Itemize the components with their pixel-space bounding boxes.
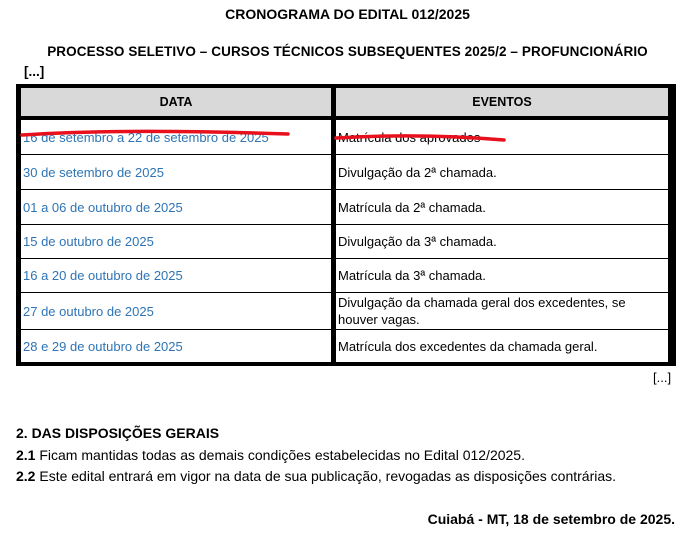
- table-row-date: 01 a 06 de outubro de 2025: [21, 190, 331, 224]
- table-row-event: Matrícula dos excedentes da chamada geral.: [336, 330, 668, 362]
- clause-number: 2.2: [16, 468, 36, 484]
- clause-text: Ficam mantidas todas as demais condições estabelecidas no Edital 012/2025.: [35, 447, 525, 463]
- table-row-date: 28 e 29 de outubro de 2025: [21, 330, 331, 362]
- table-row-event: Matrícula dos aprovados: [336, 120, 668, 154]
- schedule-table: [16, 84, 676, 366]
- table-row-date: 16 de setembro a 22 de setembro de 2025: [21, 120, 331, 154]
- table-row-date: 16 a 20 de outubro de 2025: [21, 259, 331, 292]
- clause-text: Este edital entrará em vigor na data de sua publicação, revogadas as disposições contrárias.: [35, 468, 617, 484]
- table-row-event: Matrícula da 2ª chamada.: [336, 190, 668, 224]
- table-header-date: DATA: [21, 88, 331, 116]
- section-heading: 2. DAS DISPOSIÇÕES GERAIS: [16, 425, 220, 441]
- document-subtitle: PROCESSO SELETIVO – CURSOS TÉCNICOS SUBSEQUENTES 2025/2 – PROFUNCIONÁRIO: [47, 44, 648, 59]
- table-row-event: Divulgação da 2ª chamada.: [336, 155, 668, 189]
- clause-2-2: [16, 468, 616, 484]
- table-row-event: Divulgação da chamada geral dos excedentes, se houver vagas.: [336, 293, 668, 329]
- document-title: CRONOGRAMA DO EDITAL 012/2025: [225, 6, 470, 22]
- table-row-date: 27 de outubro de 2025: [21, 293, 331, 329]
- table-row-date: 15 de outubro de 2025: [21, 225, 331, 258]
- omission-marker-top: [...]: [24, 64, 45, 79]
- table-row-event: Matrícula da 3ª chamada.: [336, 259, 668, 292]
- table-row-event: Divulgação da 3ª chamada.: [336, 225, 668, 258]
- clause-2-1: [16, 447, 525, 463]
- omission-marker-bottom: [...]: [653, 370, 672, 385]
- table-row-date: 30 de setembro de 2025: [21, 155, 331, 189]
- signature-place-date: Cuiabá - MT, 18 de setembro de 2025.: [427, 511, 675, 527]
- table-header-events: EVENTOS: [336, 88, 668, 116]
- clause-number: 2.1: [16, 447, 36, 463]
